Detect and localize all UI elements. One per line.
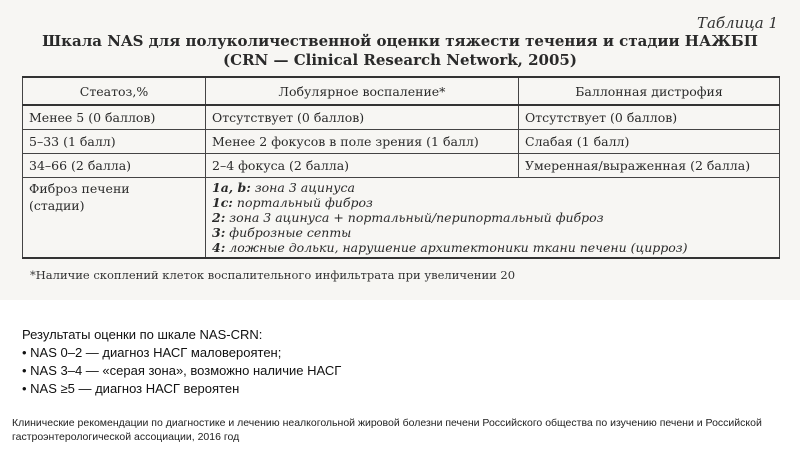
- results-heading: Результаты оценки по шкале NAS-CRN:: [22, 327, 263, 342]
- table-row: [23, 130, 780, 154]
- fibrosis-stage: 4: ложные дольки, нарушение архитектоники ткани печени (цирроз): [212, 240, 688, 255]
- table-cell: 2–4 фокуса (2 балла): [206, 154, 519, 178]
- results-item: • NAS 0–2 — диагноз НАСГ маловероятен;: [22, 345, 282, 360]
- table-cell: Слабая (1 балл): [519, 130, 780, 154]
- table-title: [20, 32, 780, 70]
- header-ballooning: Баллонная дистрофия: [519, 77, 780, 105]
- table-cell: Отсутствует (0 баллов): [519, 105, 780, 130]
- fibrosis-label-line1: Фиброз печени: [29, 181, 130, 196]
- table-cell: Умеренная/выраженная (2 балла): [519, 154, 780, 178]
- results-item: • NAS ≥5 — диагноз НАСГ вероятен: [22, 381, 240, 396]
- fibrosis-label: [23, 178, 206, 259]
- results-item: • NAS 3–4 — «серая зона», возможно наличие НАСГ: [22, 363, 342, 378]
- table-row: [23, 105, 780, 130]
- table-row: [23, 154, 780, 178]
- source-citation: Клинические рекомендации по диагностике и лечению неалкогольной жировой болезни печени Российского общества по изучению печени и Российской гастроэнтерологической ассоциации, 2016 год: [12, 417, 762, 443]
- table-title-line2: (CRN — Clinical Research Network, 2005): [223, 51, 577, 69]
- fibrosis-stage: 3: фиброзные септы: [212, 225, 352, 240]
- nas-table: [22, 76, 780, 259]
- fibrosis-stage: 1a, b: зона 3 ацинуса: [212, 180, 355, 195]
- table-cell: Отсутствует (0 баллов): [206, 105, 519, 130]
- table-number: Таблица 1: [696, 14, 778, 32]
- table-cell: Менее 5 (0 баллов): [23, 105, 206, 130]
- fibrosis-stages: [206, 178, 780, 259]
- table-title-line1: Шкала NAS для полуколичественной оценки тяжести течения и стадии НАЖБП: [42, 32, 758, 50]
- table-cell: Менее 2 фокусов в поле зрения (1 балл): [206, 130, 519, 154]
- header-lobular-inflammation: Лобулярное воспаление*: [206, 77, 519, 105]
- table-header-row: [23, 77, 780, 105]
- fibrosis-stage: 1c: портальный фиброз: [212, 195, 373, 210]
- header-steatosis: Стеатоз,%: [23, 77, 206, 105]
- fibrosis-row: [23, 178, 780, 259]
- fibrosis-label-line2: (стадии): [29, 198, 85, 213]
- table-cell: 5–33 (1 балл): [23, 130, 206, 154]
- table-cell: 34–66 (2 балла): [23, 154, 206, 178]
- table-footnote: *Наличие скоплений клеток воспалительного инфильтрата при увеличении 20: [30, 268, 516, 282]
- results-block: [22, 326, 341, 398]
- fibrosis-stage: 2: зона 3 ацинуса + портальный/перипортальный фиброз: [212, 210, 604, 225]
